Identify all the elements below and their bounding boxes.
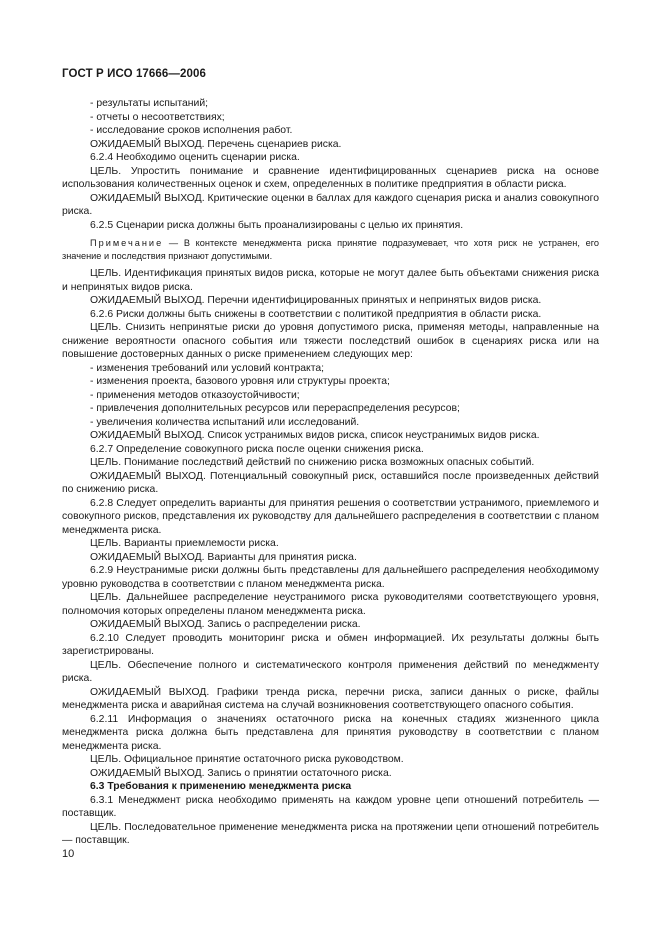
list-item: - применения методов отказоустойчивости; xyxy=(90,389,300,401)
expected-output: ОЖИДАЕМЫЙ ВЫХОД. Перечни идентифицированных принятых и непринятых видов риска. xyxy=(90,295,542,306)
expected-output: ОЖИДАЕМЫЙ ВЫХОД. Запись о принятии остаточного риска. xyxy=(90,767,392,779)
note-label: Примечание xyxy=(90,238,164,248)
page-number: 10 xyxy=(62,848,75,860)
list-item: - изменения требований или условий контракта; xyxy=(90,362,325,374)
note-text: — В контексте менеджмента риска принятие подразумевает, что хотя риск не устранен, его значение и последствия признают допустимыми. xyxy=(62,238,599,261)
purpose: ЦЕЛЬ. Снизить непринятые риски до уровня допустимого риска, применяя методы, направленные на снижение вероятности опасного события или тяжести последствий ошибок в сценариях риска или на повышение достоверных данных о риске применением следующих мер: xyxy=(62,322,599,360)
purpose: ЦЕЛЬ. Идентификация принятых видов риска, которые не могут далее быть объектами снижения риска и непринятых видов риска. xyxy=(62,268,599,293)
note xyxy=(62,237,599,262)
clause-6-2-7: 6.2.7 Определение совокупного риска после оценки снижения риска. xyxy=(90,443,424,455)
purpose: ЦЕЛЬ. Последовательное применение менеджмента риска на протяжении цепи отношений потребитель — поставщик. xyxy=(62,821,599,846)
clause-6-3-1: 6.3.1 Менеджмент риска необходимо применять на каждом уровне цепи отношений потребитель — поставщик. xyxy=(62,794,599,819)
clause-6-2-5: 6.2.5 Сценарии риска должны быть проанализированы с целью их принятия. xyxy=(90,219,464,231)
purpose: ЦЕЛЬ. Понимание последствий действий по снижению риска возможных опасных событий. xyxy=(90,457,535,468)
purpose: ЦЕЛЬ. Упростить понимание и сравнение идентифицированных сценариев риска на основе использования количественных оценок и схем, определенных в политике предприятия в области риска. xyxy=(62,165,599,190)
purpose: ЦЕЛЬ. Варианты приемлемости риска. xyxy=(90,538,279,549)
list-item: - исследование сроков исполнения работ. xyxy=(90,125,293,136)
clause-6-2-10: 6.2.10 Следует проводить мониторинг риска и обмен информацией. Их результаты должны быть зарегистрированы. xyxy=(62,632,599,657)
expected-output: ОЖИДАЕМЫЙ ВЫХОД. Варианты для принятия риска. xyxy=(90,551,357,563)
purpose: ЦЕЛЬ. Дальнейшее распределение неустранимого риска руководителями соответствующего уровня, полномочия которых определены планом менеджмента риска. xyxy=(62,592,599,617)
list-item: - привлечения дополнительных ресурсов или перераспределения ресурсов; xyxy=(90,403,460,414)
list-item: - результаты испытаний; xyxy=(90,98,209,109)
clause-6-2-4: 6.2.4 Необходимо оценить сценарии риска. xyxy=(90,152,300,163)
expected-output: ОЖИДАЕМЫЙ ВЫХОД. Перечень сценариев риска. xyxy=(90,138,342,150)
section-heading-6-3: 6.3 Требования к применению менеджмента риска xyxy=(90,781,352,792)
expected-output: ОЖИДАЕМЫЙ ВЫХОД. Потенциальный совокупный риск, оставшийся после произведенных действий по снижению риска. xyxy=(62,470,599,495)
clause-6-2-11: 6.2.11 Информация о значениях остаточного риска на конечных стадиях жизненного цикла менеджмента риска должна быть представлена для принятия руководству в соответствии с планом менеджмента риска. xyxy=(62,713,599,752)
list-item: - отчеты о несоответствиях; xyxy=(90,111,225,123)
document-body xyxy=(62,97,599,848)
clause-6-2-8: 6.2.8 Следует определить варианты для принятия решения о соответствии устранимого, приемлемого и совокупного рисков, представления их руководству для дальнейшего распределения в соответствии с планом менеджмента риска. xyxy=(62,497,599,536)
clause-6-2-6: 6.2.6 Риски должны быть снижены в соответствии с политикой предприятия в области риска. xyxy=(90,308,542,320)
expected-output: ОЖИДАЕМЫЙ ВЫХОД. Список устранимых видов риска, список неустранимых видов риска. xyxy=(90,430,540,441)
list-item: - увеличения количества испытаний или исследований. xyxy=(90,416,360,428)
expected-output: ОЖИДАЕМЫЙ ВЫХОД. Графики тренда риска, перечни риска, записи данных о риске, файлы менеджмента риска и аварийная система на случай возникновения соответствующего опасного события. xyxy=(62,686,599,711)
document-header: ГОСТ Р ИСО 17666—2006 xyxy=(62,68,207,80)
list-item: - изменения проекта, базового уровня или структуры проекта; xyxy=(90,376,390,387)
expected-output: ОЖИДАЕМЫЙ ВЫХОД. Запись о распределении риска. xyxy=(90,619,361,630)
purpose: ЦЕЛЬ. Обеспечение полного и систематического контроля применения действий по менеджменту риска. xyxy=(62,659,599,684)
purpose: ЦЕЛЬ. Официальное принятие остаточного риска руководством. xyxy=(90,754,404,765)
expected-output: ОЖИДАЕМЫЙ ВЫХОД. Критические оценки в баллах для каждого сценария риска и анализ совокупного риска. xyxy=(62,192,599,217)
clause-6-2-9: 6.2.9 Неустранимые риски должны быть представлены для дальнейшего распределения необходимому уровню руководства в соответствии с планом менеджмента риска. xyxy=(62,565,599,590)
